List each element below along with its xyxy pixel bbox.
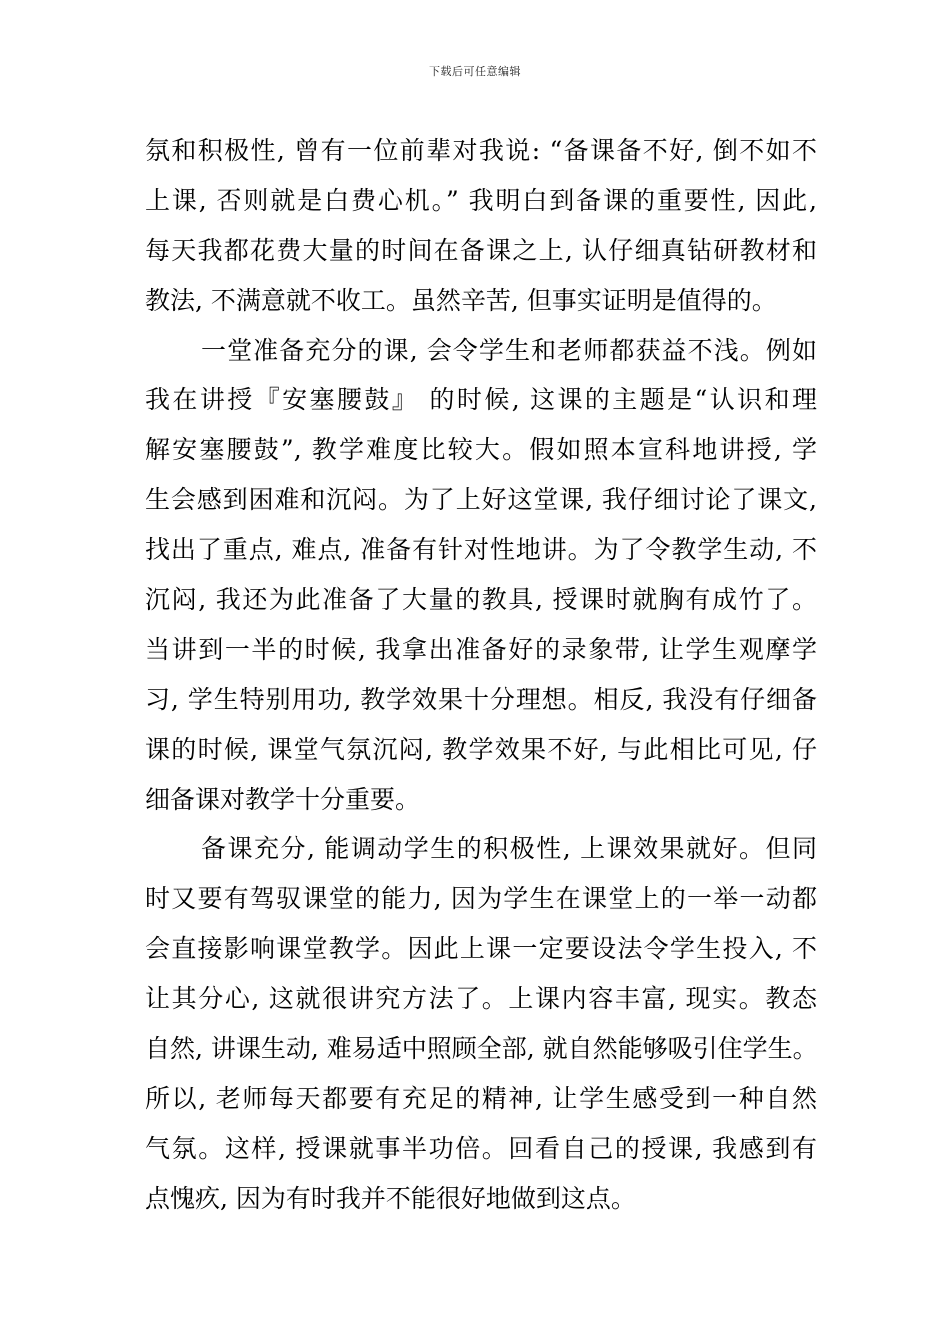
text-line: 每天我都花费大量的时间在备课之上, 认仔细真钻研教材和 xyxy=(145,235,817,265)
document-body xyxy=(145,126,817,1224)
text-line: 一堂准备充分的课, 会令学生和老师都获益不浅。例如 xyxy=(201,335,817,365)
text-line: 备课充分, 能调动学生的积极性, 上课效果就好。但同 xyxy=(201,834,817,864)
text-line: 气氛。这样, 授课就事半功倍。回看自己的授课, 我感到有 xyxy=(145,1133,817,1163)
text-line: 我在讲授『安塞腰鼓』 的时候, 这课的主题是“认识和理 xyxy=(145,385,817,415)
text-line: 自然, 讲课生动, 难易适中照顾全部, 就自然能够吸引住学生。 xyxy=(145,1034,818,1064)
text-line: 生会感到困难和沉闷。为了上好这堂课, 我仔细讨论了课文, xyxy=(145,485,817,515)
text-line: 解安塞腰鼓”, 教学难度比较大。假如照本宣科地讲授, 学 xyxy=(145,435,817,465)
text-line: 所以, 老师每天都要有充足的精神, 让学生感受到一种自然 xyxy=(145,1083,817,1113)
text-line: 细备课对教学十分重要。 xyxy=(145,784,421,814)
text-line: 当讲到一半的时候, 我拿出准备好的录象带, 让学生观摩学 xyxy=(145,634,817,664)
text-line: 上课, 否则就是白费心机。” 我明白到备课的重要性, 因此, xyxy=(145,185,817,215)
text-line: 时又要有驾驭课堂的能力, 因为学生在课堂上的一举一动都 xyxy=(145,884,817,914)
text-line: 教法, 不满意就不收工。虽然辛苦, 但事实证明是值得的。 xyxy=(145,285,777,315)
page-header: 下载后可任意编辑 xyxy=(429,65,521,78)
text-line: 课的时候, 课堂气氛沉闷, 教学效果不好, 与此相比可见, 仔 xyxy=(145,734,817,764)
text-line: 点愧疚, 因为有时我并不能很好地做到这点。 xyxy=(145,1183,636,1213)
text-line: 沉闷, 我还为此准备了大量的教具, 授课时就胸有成竹了。 xyxy=(145,585,817,615)
text-line: 习, 学生特别用功, 教学效果十分理想。相反, 我没有仔细备 xyxy=(145,684,817,714)
text-line: 让其分心, 这就很讲究方法了。上课内容丰富, 现实。教态 xyxy=(145,984,817,1014)
text-line: 会直接影响课堂教学。因此上课一定要设法令学生投入, 不 xyxy=(145,934,817,964)
text-line: 找出了重点, 难点, 准备有针对性地讲。为了令教学生动, 不 xyxy=(145,535,817,565)
text-line: 氛和积极性, 曾有一位前辈对我说: “备课备不好, 倒不如不 xyxy=(145,136,817,165)
paragraph-2 xyxy=(145,326,817,825)
paragraph-3 xyxy=(145,824,817,1223)
paragraph-1 xyxy=(145,126,817,326)
